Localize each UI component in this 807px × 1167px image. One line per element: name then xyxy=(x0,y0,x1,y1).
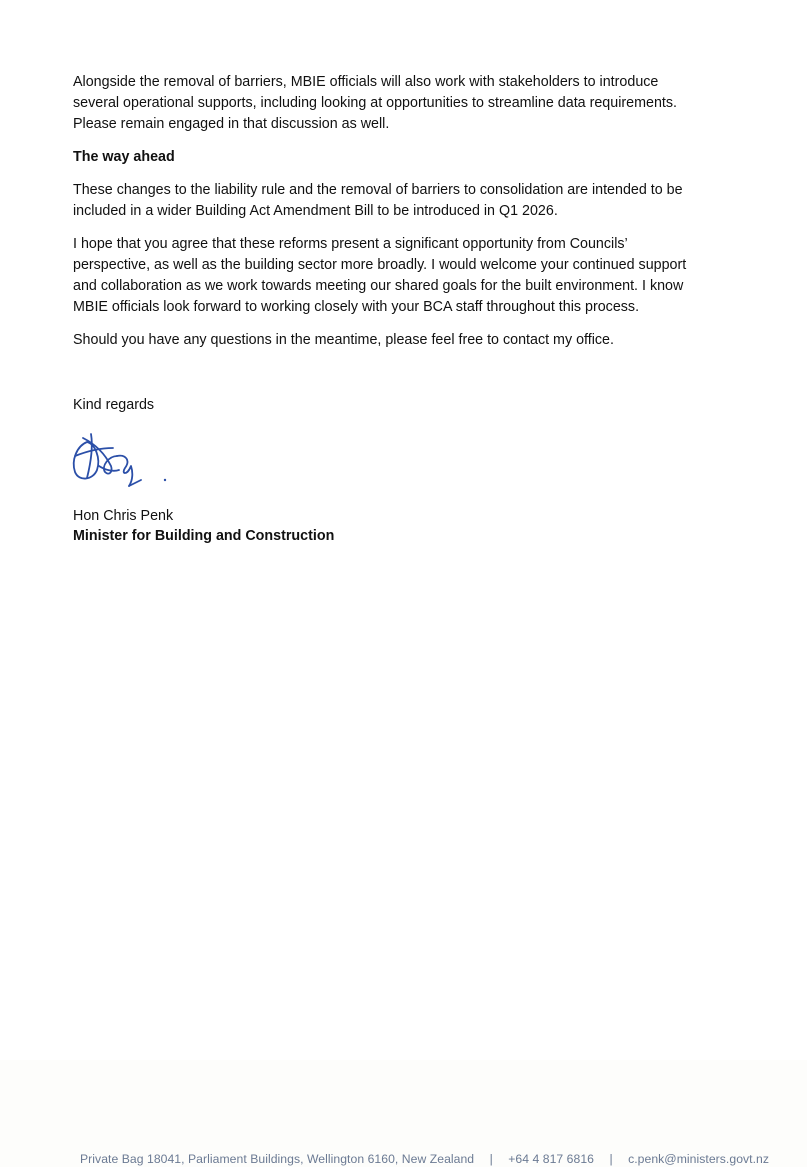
paragraph-operational-supports: Alongside the removal of barriers, MBIE officials will also work with stakeholders to introduce several operational supports, including looking at opportunities to streamline data requirements. Please remain engaged in that discussion as well. xyxy=(73,74,677,132)
footer-separator: | xyxy=(609,1152,613,1166)
footer-email[interactable]: c.penk@ministers.govt.nz xyxy=(628,1152,770,1166)
footer-separator: | xyxy=(489,1152,493,1166)
signatory-title: Minister for Building and Construction xyxy=(73,528,335,544)
signatory-name: Hon Chris Penk xyxy=(73,508,174,524)
paragraph-amendment-bill: These changes to the liability rule and the removal of barriers to consolidation are intended to be included in a wider Building Act Amendment Bill to be introduced in Q1 2026. xyxy=(73,182,683,219)
paragraph-contact-office: Should you have any questions in the meantime, please feel free to contact my office. xyxy=(73,332,614,348)
signatory-block xyxy=(73,506,733,546)
letterhead-footer xyxy=(80,1152,769,1166)
signature-scribble-icon xyxy=(69,426,179,492)
letter-body xyxy=(73,72,733,546)
footer-address: Private Bag 18041, Parliament Buildings, Wellington 6160, New Zealand xyxy=(80,1152,475,1166)
footer-band xyxy=(0,1060,807,1167)
closing-salutation: Kind regards xyxy=(73,397,155,413)
section-heading-way-ahead: The way ahead xyxy=(73,149,175,165)
paragraph-reforms-opportunity: I hope that you agree that these reforms present a significant opportunity from Councils’ perspective, as well as the building sector more broadly. I would welcome your continued support and collaboration as we work towards meeting our shared goals for the built environment. I know MBIE officials look forward to working closely with your BCA staff throughout this process. xyxy=(73,236,687,315)
handwritten-signature xyxy=(69,426,179,492)
footer-phone: +64 4 817 6816 xyxy=(508,1152,594,1166)
